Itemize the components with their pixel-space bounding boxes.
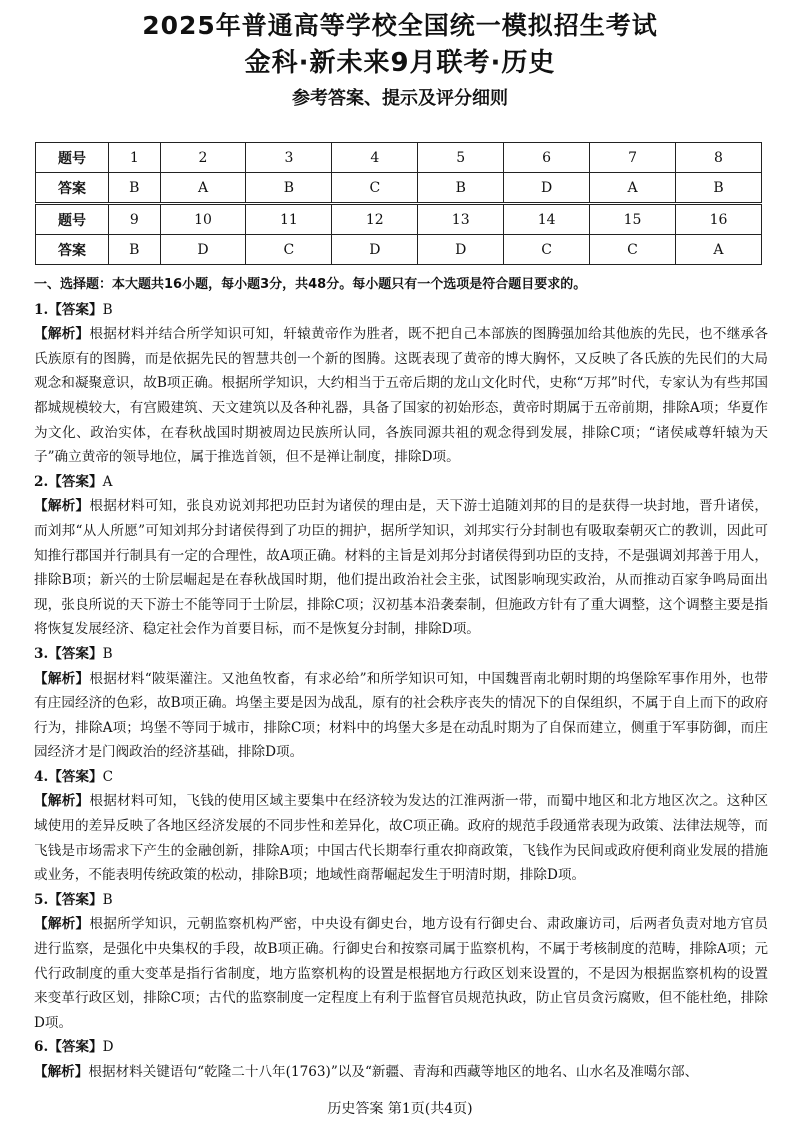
explanation-paragraph <box>34 789 768 887</box>
answer-label: 【答案】 <box>48 1039 103 1056</box>
answer-line <box>34 470 768 495</box>
explanation-text: 根据材料并结合所学知识可知，轩辕黄帝作为胜者，既不把自己本部族的图腾强加给其他族的先民，也不继承各氏族原有的图腾，而是依据先民的智慧共创一个新的图腾。这既表现了黄帝的博大胸怀，又反映了各氏族的先民们的大局观念和凝聚意识，故B项正确。根据所学知识，大约相当于五帝后期的龙山文化时代，史称“万邦”时代，专家认为有些邦国都城规模较大，有宫殿建筑、天文建筑以及各种礼器，具备了国家的初始形态，黄帝时期属于五帝前期，排除A项；华夏作为文化、政治实体，在春秋战国时期被周边民族所认同，各族同源共祖的观念得到发展，排除C项；“诸侯咸尊轩辕为天子”确立黄帝的领导地位，属于推选首领，但不是禅让制度，排除D项。 <box>34 326 769 466</box>
row-label: 题号 <box>36 143 109 173</box>
table-cell: B <box>675 173 761 204</box>
question-number: 1. <box>34 301 49 318</box>
question-block <box>34 888 768 1036</box>
table-cell: 2 <box>160 143 246 173</box>
answer-label: 【答案】 <box>48 645 103 662</box>
table-cell: C <box>332 173 418 204</box>
explanation-label: 【解析】 <box>34 1064 89 1080</box>
table-cell: B <box>109 173 161 204</box>
table-cell: 10 <box>160 204 246 235</box>
explanation-paragraph <box>34 322 768 470</box>
explanation-text: 根据材料可知，张良劝说刘邦把功臣封为诸侯的理由是，天下游士追随刘邦的目的是获得一块封地，晋升诸侯，而刘邦“从人所愿”可知刘邦分封诸侯得到了功臣的拥护，据所学知识，刘邦实行分封制也有吸取秦朝灭亡的教训，因此可知推行郡国并行制具有一定的合理性，故A项正确。材料的主旨是刘邦分封诸侯得到功臣的支持，不是强调刘邦善于用人，排除B项；新兴的士阶层崛起是在春秋战国时期，他们提出政治社会主张，试图影响现实政治，从而推动百家争鸣局面出现，张良所说的天下游士不能等同于士阶层，排除C项；汉初基本沿袭秦制，但施政方针有了重大调整，这个调整主要是指将恢复发展经济、稳定社会作为首要目标，而不是恢复分封制，排除D项。 <box>34 498 769 638</box>
explanation-label: 【解析】 <box>34 326 90 343</box>
table-cell: D <box>504 173 590 204</box>
explanation-text: 根据所学知识，元朝监察机构严密，中央设有御史台，地方设有行御史台、肃政廉访司，后两者负责对地方官员进行监察，是强化中央集权的手段，故B项正确。行御史台和按察司属于监察机构，不属于考核制度的范畴，排除A项；元代行政制度的重大变革是指行省制度，地方监察机构的设置是根据地方行政区划来设置的，不是因为根据监察机构的设置来变革行政区划，排除C项；古代的监察制度一定程度上有利于监督官员规范执政，防止官员贪污腐败，但不能杜绝，排除D项。 <box>34 916 769 1031</box>
table-cell: 3 <box>246 143 332 173</box>
explanations <box>34 273 768 1085</box>
table-cell: 7 <box>590 143 676 173</box>
section-intro: 一、选择题：本大题共16小题，每小题3分，共48分。每小题只有一个选项是符合题目要求的。 <box>34 277 587 292</box>
answer-line <box>34 765 768 790</box>
question-number: 4. <box>34 768 49 785</box>
question-block <box>34 1035 768 1084</box>
answer-row <box>36 173 762 204</box>
table-cell: 1 <box>109 143 161 173</box>
table-cell: 15 <box>590 204 676 235</box>
table-cell: C <box>246 235 332 265</box>
answer-value: B <box>102 301 113 318</box>
question-block <box>34 298 768 470</box>
table-cell: C <box>504 235 590 265</box>
answer-key-table <box>35 142 762 265</box>
table-cell: D <box>332 235 418 265</box>
question-number-row <box>36 143 762 173</box>
question-number-row <box>36 204 762 235</box>
table-cell: 6 <box>504 143 590 173</box>
exam-subtitle: 金科·新未来9月联考·历史 <box>244 48 556 78</box>
question-number: 6. <box>34 1039 49 1056</box>
answer-label: 【答案】 <box>48 301 103 318</box>
answer-line <box>34 298 768 323</box>
table-cell: B <box>418 173 504 204</box>
table-cell: B <box>109 235 161 265</box>
answer-value: D <box>102 1039 114 1056</box>
answer-value: B <box>102 891 113 908</box>
question-block <box>34 470 768 642</box>
explanation-label: 【解析】 <box>34 670 90 687</box>
question-block <box>34 642 768 765</box>
table-cell: 12 <box>332 204 418 235</box>
question-block <box>34 765 768 888</box>
explanation-label: 【解析】 <box>34 916 90 933</box>
explanation-label: 【解析】 <box>34 498 90 515</box>
row-label: 答案 <box>36 235 109 265</box>
table-cell: 14 <box>504 204 590 235</box>
explanation-text: 根据材料“陂渠灌注。又池鱼牧畜，有求必给”和所学知识可知，中国魏晋南北朝时期的坞堡除军事作用外，也带有庄园经济的色彩，故B项正确。坞堡主要是因为战乱，原有的社会秩序丧失的情况下的自保组织，不属于自上而下的政府行为，排除A项；坞堡不等同于城市，排除C项；材料中的坞堡大多是在动乱时期为了自保而建立，侧重于军事防御，而庄园经济才是门阀政治的经济基础，排除D项。 <box>34 670 768 761</box>
table-cell: A <box>675 235 761 265</box>
question-number: 2. <box>34 473 49 490</box>
row-label: 题号 <box>36 204 109 235</box>
explanation-paragraph <box>34 912 768 1035</box>
table-cell: A <box>160 173 246 204</box>
answer-row <box>36 235 762 265</box>
answer-line <box>34 888 768 913</box>
explanation-paragraph <box>34 1060 768 1085</box>
row-label: 答案 <box>36 173 109 204</box>
table-cell: B <box>246 173 332 204</box>
table-cell: D <box>160 235 246 265</box>
answer-label: 【答案】 <box>48 768 103 785</box>
explanation-text: 根据材料可知，飞钱的使用区域主要集中在经济较为发达的江淮两浙一带，而蜀中地区和北方地区次之。这种区域使用的差异反映了各地区经济发展的不同步性和差异化，故C项正确。政府的规范手段通常表现为政策、法律法规等，而飞钱是市场需求下产生的金融创新，排除A项；中国古代长期奉行重农抑商政策，飞钱作为民间或政府便利商业发展的措施或业务，不能表明传统政策的松动，排除B项；地域性商帮崛起发生于明清时期，排除D项。 <box>34 793 769 884</box>
explanation-paragraph <box>34 667 768 765</box>
question-number: 3. <box>34 645 49 662</box>
table-cell: 5 <box>418 143 504 173</box>
table-cell: 8 <box>675 143 761 173</box>
table-cell: 9 <box>109 204 161 235</box>
table-cell: 4 <box>332 143 418 173</box>
explanation-paragraph <box>34 494 768 642</box>
exam-title: 2025年普通高等学校全国统一模拟招生考试 <box>142 11 658 40</box>
table-cell: C <box>590 235 676 265</box>
answer-value: B <box>102 645 113 662</box>
question-number: 5. <box>34 891 49 908</box>
answer-line <box>34 1035 768 1060</box>
page-footer: 历史答案 第1页(共4页) <box>327 1101 473 1117</box>
answer-value: A <box>102 473 113 490</box>
table-cell: 16 <box>675 204 761 235</box>
section-heading: 参考答案、提示及评分细则 <box>292 88 508 109</box>
explanation-label: 【解析】 <box>34 793 90 810</box>
answer-label: 【答案】 <box>48 891 103 908</box>
answer-line <box>34 642 768 667</box>
table-cell: A <box>590 173 676 204</box>
table-cell: 11 <box>246 204 332 235</box>
explanation-text: 根据材料关键语句“乾隆二十八年(1763)”以及“新疆、青海和西藏等地区的地名、山水名及准噶尔部、 <box>88 1064 699 1080</box>
answer-value: C <box>102 768 113 785</box>
answer-label: 【答案】 <box>48 473 103 490</box>
table-cell: D <box>418 235 504 265</box>
table-cell: 13 <box>418 204 504 235</box>
